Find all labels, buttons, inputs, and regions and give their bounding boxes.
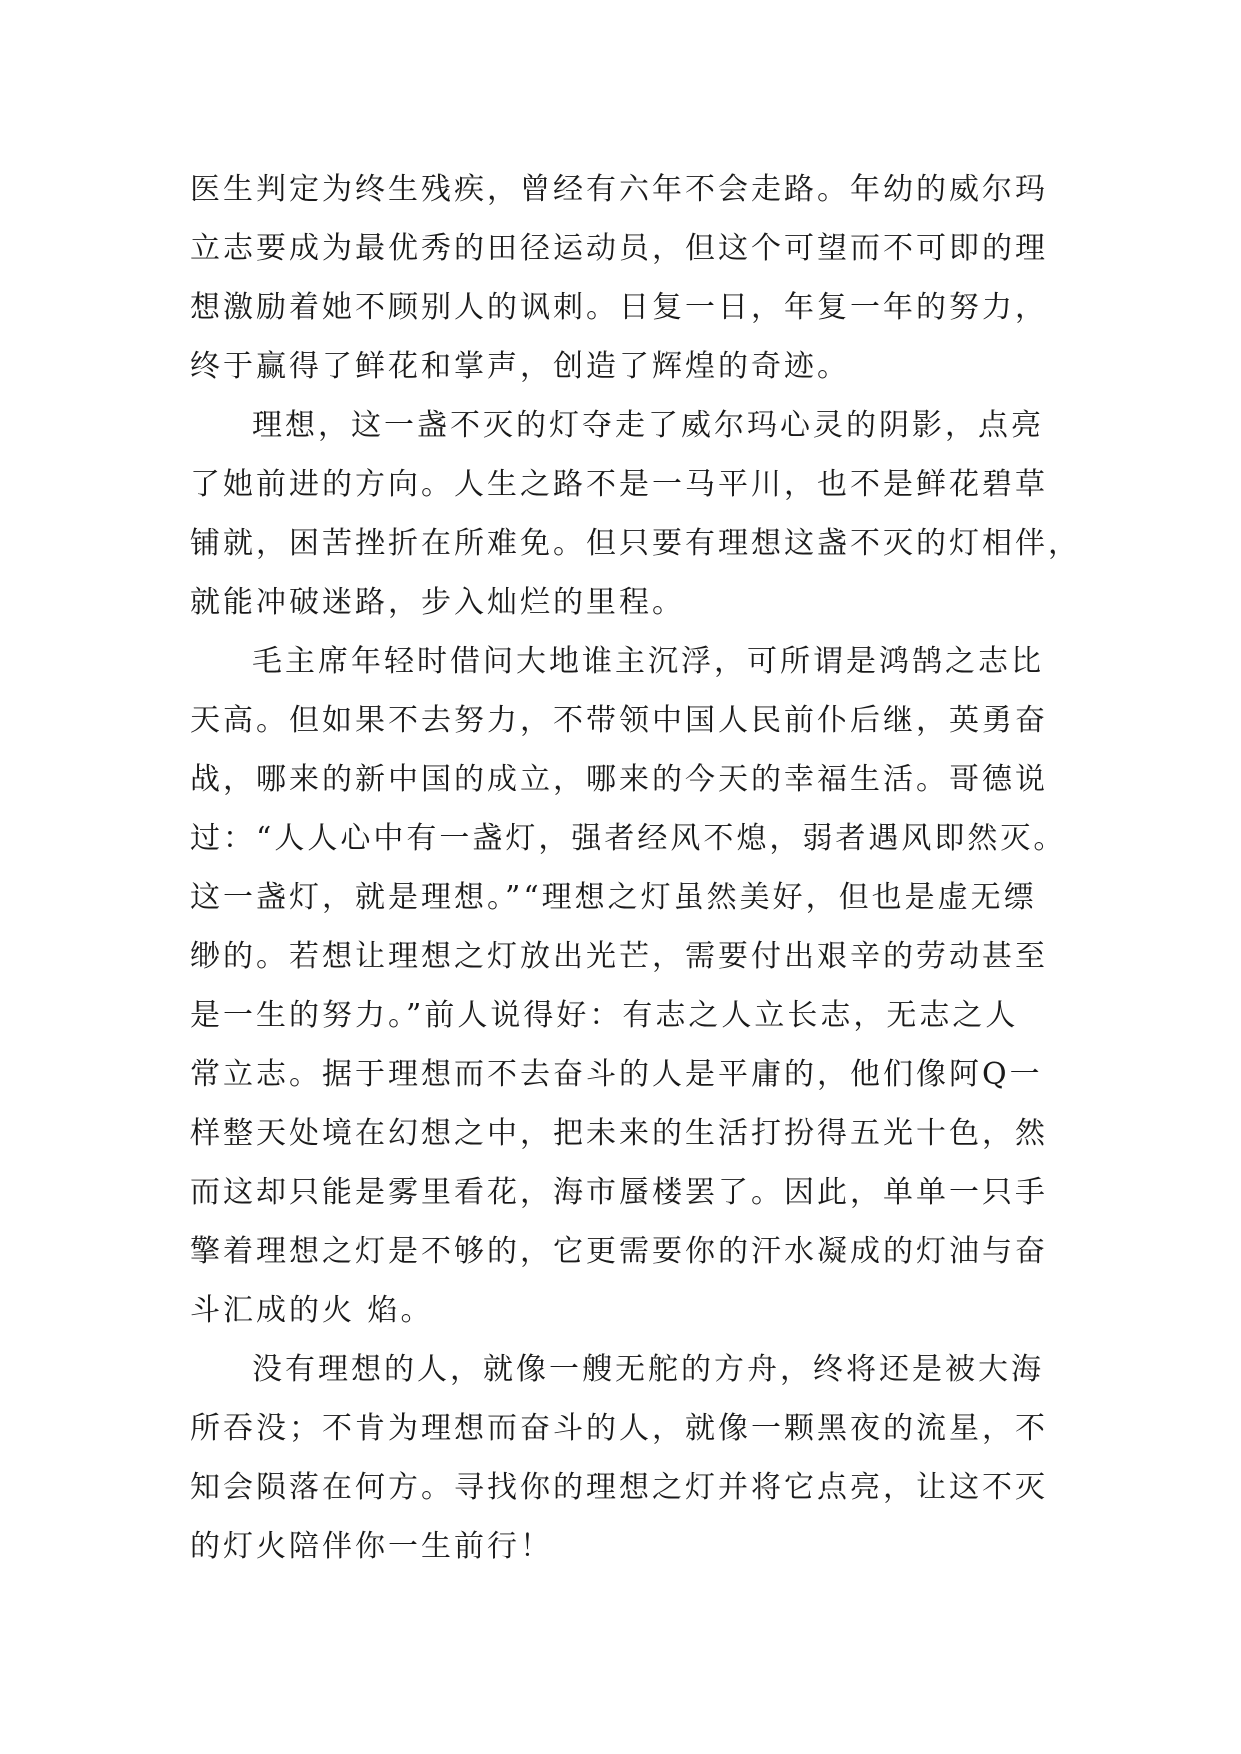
text-line: 擎着理想之灯是不够的，它更需要你的汗水凝成的灯油与奋 (190, 1234, 1048, 1269)
paragraph-first-line: 毛主席年轻时借问大地谁主沉浮，可所谓是鸿鹄之志比 (252, 644, 1044, 679)
text-line: 终于赢得了鲜花和掌声，创造了辉煌的奇迹。 (190, 349, 850, 384)
text-line: 过：“人人心中有一盏灯，强者经风不熄，弱者遇风即然灭。 (190, 821, 1067, 856)
text-line: 斗汇成的火 焰。 (190, 1293, 434, 1328)
text-line: 而这却只能是雾里看花，海市蜃楼罢了。因此，单单一只手 (190, 1175, 1048, 1210)
text-line: 缈的。若想让理想之灯放出光芒，需要付出艰辛的劳动甚至 (190, 939, 1048, 974)
text-line: 了她前进的方向。人生之路不是一马平川，也不是鲜花碧草 (190, 467, 1048, 502)
essay-body (190, 160, 1081, 1576)
text-line: 是一生的努力。”前人说得好：有志之人立长志，无志之人 (190, 998, 1019, 1033)
text-line: 想激励着她不顾别人的讽刺。日复一日，年复一年的努力， (190, 290, 1048, 325)
text-line: 战，哪来的新中国的成立，哪来的今天的幸福生活。哥德说 (190, 762, 1048, 797)
paragraph-first-line: 理想，这一盏不灭的灯夺走了威尔玛心灵的阴影，点亮 (252, 408, 1044, 443)
text-line: 天高。但如果不去努力，不带领中国人民前仆后继，英勇奋 (190, 703, 1048, 738)
text-line: 铺就，困苦挫折在所难免。但只要有理想这盏不灭的灯相伴， (190, 526, 1081, 561)
text-line: 的灯火陪伴你一生前行！ (190, 1529, 553, 1564)
text-line: 所吞没；不肯为理想而奋斗的人，就像一颗黑夜的流星，不 (190, 1411, 1048, 1446)
text-line: 知会陨落在何方。寻找你的理想之灯并将它点亮，让这不灭 (190, 1470, 1048, 1505)
paragraph-first-line: 没有理想的人，就像一艘无舵的方舟，终将还是被大海 (252, 1352, 1044, 1387)
text-line: 样整天处境在幻想之中，把未来的生活打扮得五光十色，然 (190, 1116, 1048, 1151)
text-line: 这一盏灯，就是理想。”“理想之灯虽然美好，但也是虚无缥 (190, 880, 1037, 915)
text-line: 医生判定为终生残疾，曾经有六年不会走路。年幼的威尔玛 (190, 172, 1048, 207)
text-line: 立志要成为最优秀的田径运动员，但这个可望而不可即的理 (190, 231, 1048, 266)
text-line: 常立志。据于理想而不去奋斗的人是平庸的，他们像阿Q一 (190, 1057, 1043, 1092)
text-line: 就能冲破迷路，步入灿烂的里程。 (190, 585, 685, 620)
